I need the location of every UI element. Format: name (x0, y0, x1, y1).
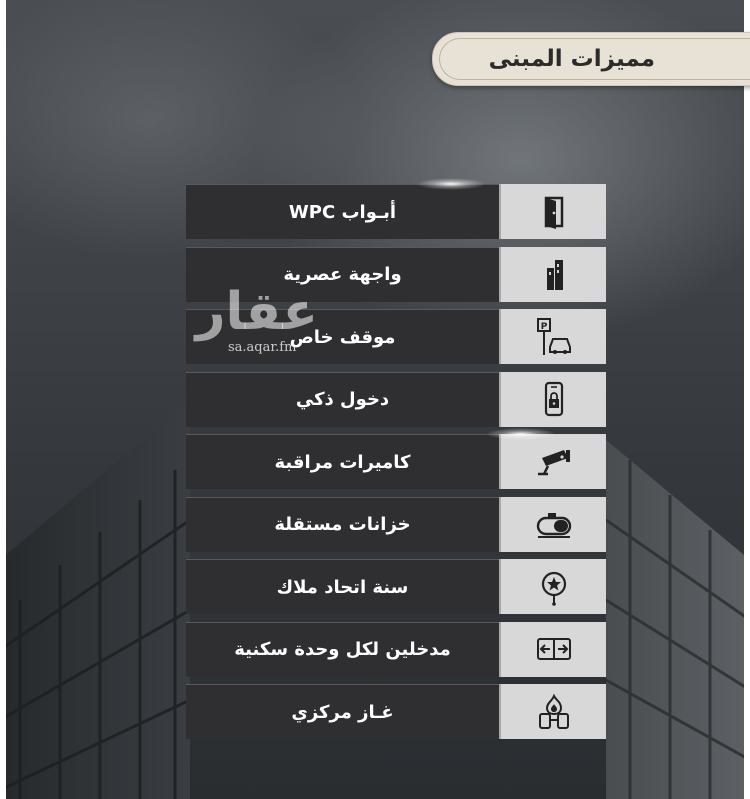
feature-label: دخول ذكي (186, 372, 499, 427)
features-list (186, 184, 606, 747)
feature-row-independent-tanks (186, 497, 606, 552)
right-border (744, 0, 750, 799)
owners-association-icon (534, 567, 574, 607)
feature-row-central-gas (186, 684, 606, 739)
watermark (195, 282, 318, 364)
feature-icon-box (499, 497, 606, 552)
feature-row-wpc-doors (186, 184, 606, 239)
feature-icon-box (499, 372, 606, 427)
page-title: مميزات المبنى (488, 46, 655, 72)
watermark-logo: عقار (195, 282, 318, 342)
title-banner (432, 32, 750, 86)
left-border (0, 0, 6, 799)
feature-row-smart-entry (186, 372, 606, 427)
feature-row-owners-association (186, 559, 606, 614)
security-camera-icon (534, 442, 574, 482)
water-tank-icon (534, 504, 574, 544)
watermark-url: sa.aqar.fm (228, 340, 297, 355)
feature-icon-box (499, 434, 606, 489)
feature-icon-box (499, 559, 606, 614)
feature-icon-box (499, 247, 606, 302)
two-entrances-icon (534, 629, 574, 669)
feature-row-two-entrances (186, 622, 606, 677)
feature-icon-box (499, 184, 606, 239)
smart-lock-icon (534, 379, 574, 419)
feature-label: موقف خاص (186, 309, 499, 364)
door-icon (534, 192, 574, 232)
feature-icon-box (499, 622, 606, 677)
central-gas-icon (534, 692, 574, 732)
feature-label: غـاز مركزي (186, 684, 499, 739)
parking-icon (534, 317, 574, 357)
svg-text:P: P (540, 321, 547, 332)
feature-label: كاميرات مراقبة (186, 434, 499, 489)
feature-label: أبـواب WPC (186, 184, 499, 239)
feature-icon-box (499, 684, 606, 739)
building-facade-icon (534, 254, 574, 294)
feature-label: خزانات مستقلة (186, 497, 499, 552)
feature-row-surveillance-cameras (186, 434, 606, 489)
feature-label: سنة اتحاد ملاك (186, 559, 499, 614)
feature-label: واجهة عصرية (186, 247, 499, 302)
feature-label: مدخلين لكل وحدة سكنية (186, 622, 499, 677)
feature-icon-box (499, 309, 606, 364)
